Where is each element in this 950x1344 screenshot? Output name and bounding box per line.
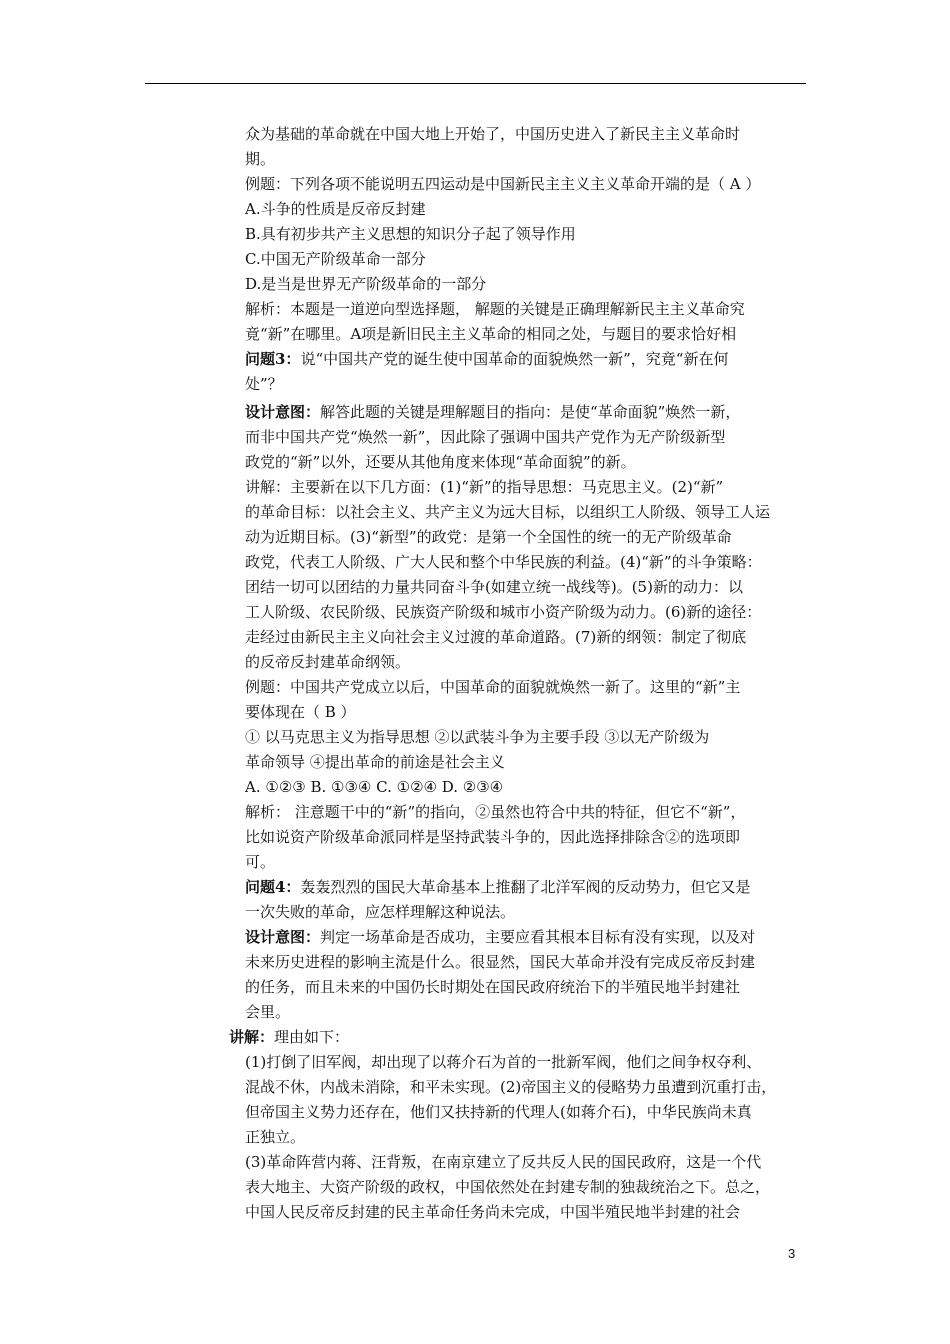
section-label: 设计意图：	[245, 403, 321, 421]
line-text: 一次失败的革命，应怎样理解这种说法。	[245, 903, 516, 921]
section-label: 设计意图：	[245, 928, 321, 946]
line-text: 而非中国共产党“焕然一新”，因此除了强调中国共产党作为无产阶级新型	[245, 428, 726, 446]
page-number: 3	[788, 1246, 796, 1261]
text-line	[245, 675, 811, 700]
line-text: 表大地主、大资产阶级的政权，中国依然处在封建专制的独裁统治之下。总之，	[245, 1178, 771, 1196]
line-text: 讲解：主要新在以下几方面：(1)“新”的指导思想：马克思主义。(2)“新”	[245, 478, 724, 496]
text-line	[245, 1200, 811, 1225]
line-text: 的反帝反封建革命纲领。	[245, 653, 411, 671]
text-line	[245, 700, 811, 725]
text-line	[245, 525, 811, 550]
line-text: 例题：下列各项不能说明五四运动是中国新民主主义主义革命开端的是（ A ）	[245, 175, 761, 193]
line-text: 团结一切可以团结的力量共同奋斗争(如建立统一战线等)。(5)新的动力：以	[245, 578, 743, 596]
line-text: 解析：本题是一道逆向型选择题， 解题的关键是正确理解新民主主义革命究	[245, 300, 745, 318]
line-text: 众为基础的革命就在中国大地上开始了，中国历史进入了新民主主义革命时	[245, 125, 741, 143]
text-line	[245, 625, 811, 650]
line-text: 但帝国主义势力还存在，他们又扶持新的代理人(如蒋介石)，中华民族尚未真	[245, 1103, 752, 1121]
line-text: 动为近期目标。(3)“新型”的政党：是第一个全国性的统一的无产阶级革命	[245, 528, 732, 546]
text-line	[245, 400, 811, 425]
line-text: 工人阶级、农民阶级、民族资产阶级和城市小资产阶级为动力。(6)新的途径：	[245, 603, 762, 621]
line-text: (1)打倒了旧军阀，却出现了以蒋介石为首的一批新军阀，他们之间争权夺利、	[245, 1053, 762, 1071]
text-line	[245, 450, 811, 475]
text-line	[245, 925, 811, 950]
text-line	[245, 425, 811, 450]
line-text: 可。	[245, 853, 276, 871]
header-rule	[145, 83, 806, 84]
text-line	[245, 850, 811, 875]
line-text: A.斗争的性质是反帝反封建	[245, 200, 426, 218]
line-text: 革命领导 ④提出革命的前途是社会主义	[245, 753, 505, 771]
text-line	[245, 475, 811, 500]
line-text: 走经过由新民主主义向社会主义过渡的革命道路。(7)新的纲领：制定了彻底	[245, 628, 747, 646]
line-text: 的任务，而且未来的中国仍长时期处在国民政府统治下的半殖民地半封建社	[245, 978, 741, 996]
line-text: 解答此题的关键是理解题目的指向：是使“革命面貌”焕然一新，	[320, 403, 741, 421]
section-label: 问题3：	[245, 350, 301, 368]
line-text: 政党的“新”以外，还要从其他角度来体现“革命面貌”的新。	[245, 453, 636, 471]
text-line	[245, 1000, 811, 1025]
line-text: D.是当是世界无产阶级革命的一部分	[245, 275, 487, 293]
section-label: 问题4：	[245, 878, 301, 896]
line-text: B.具有初步共产主义思想的知识分子起了领导作用	[245, 225, 576, 243]
text-line	[245, 825, 811, 850]
text-line	[245, 222, 811, 247]
text-line	[245, 575, 811, 600]
line-text: 判定一场革命是否成功，主要应看其根本目标有没有实现，以及对	[320, 928, 756, 946]
line-text: 正独立。	[245, 1128, 306, 1146]
text-line	[245, 1125, 811, 1150]
text-line	[245, 725, 811, 750]
text-line	[245, 875, 811, 900]
text-line	[245, 500, 811, 525]
line-text: 中国人民反帝反封建的民主革命任务尚未完成，中国半殖民地半封建的社会	[245, 1203, 741, 1221]
text-line	[245, 1075, 811, 1100]
text-line	[245, 147, 811, 172]
line-text: 要体现在（ B ）	[245, 703, 356, 721]
section-label: 讲解：	[229, 1028, 275, 1046]
line-text: 轰轰烈烈的国民大革命基本上推翻了北洋军阀的反动势力，但它又是	[300, 878, 751, 896]
line-text: ① 以马克思主义为指导思想 ②以武装斗争为主要手段 ③以无产阶级为	[245, 728, 710, 746]
line-text: 竟“新”在哪里。A项是新旧民主主义革命的相同之处，与题目的要求恰好相	[245, 325, 737, 343]
text-line	[245, 1150, 811, 1175]
text-line	[245, 900, 811, 925]
line-text: A. ①②③ B. ①③④ C. ①②④ D. ②③④	[245, 778, 504, 796]
text-line	[245, 1100, 811, 1125]
line-text: 混战不休，内战未消除，和平未实现。(2)帝国主义的侵略势力虽遭到沉重打击，	[245, 1078, 777, 1096]
text-line	[245, 297, 811, 322]
line-text: 说“中国共产党的诞生使中国革命的面貌焕然一新”，究竟“新在何	[300, 350, 729, 368]
text-line	[245, 1050, 811, 1075]
text-line	[245, 600, 811, 625]
text-line	[245, 372, 811, 397]
text-line	[245, 550, 811, 575]
line-text: 例题：中国共产党成立以后，中国革命的面貌就焕然一新了。这里的“新”主	[245, 678, 741, 696]
text-line	[245, 122, 811, 147]
text-line	[245, 775, 811, 800]
text-line	[245, 800, 811, 825]
line-text: 比如说资产阶级革命派同样是坚持武装斗争的，因此选择排除含②的选项即	[245, 828, 741, 846]
text-line	[245, 172, 811, 197]
line-text: 会里。	[245, 1003, 291, 1021]
line-text: (3)革命阵营内蒋、汪背叛，在南京建立了反共反人民的国民政府，这是一个代	[245, 1153, 762, 1171]
line-text: 政党，代表工人阶级、广大人民和整个中华民族的利益。(4)“新”的斗争策略：	[245, 553, 762, 571]
text-line	[245, 1175, 811, 1200]
text-line	[245, 272, 811, 297]
document-body	[229, 122, 811, 1225]
text-line	[245, 975, 811, 1000]
line-text: 处”？	[245, 375, 283, 393]
text-line	[245, 247, 811, 272]
line-text: 未来历史进程的影响主流是什么。很显然，国民大革命并没有完成反帝反封建	[245, 953, 756, 971]
text-line	[245, 650, 811, 675]
text-line	[245, 197, 811, 222]
line-text: C.中国无产阶级革命一部分	[245, 250, 426, 268]
text-line	[245, 322, 811, 347]
line-text: 理由如下：	[274, 1028, 350, 1046]
text-line	[245, 950, 811, 975]
text-line	[229, 1025, 811, 1050]
line-text: 的革命目标：以社会主义、共产主义为远大目标，以组织工人阶级、领导工人运	[245, 503, 771, 521]
text-line	[245, 347, 811, 372]
line-text: 期。	[245, 150, 276, 168]
line-text: 解析： 注意题干中的“新”的指向，②虽然也符合中共的特征，但它不“新”，	[245, 803, 746, 821]
text-line	[245, 750, 811, 775]
